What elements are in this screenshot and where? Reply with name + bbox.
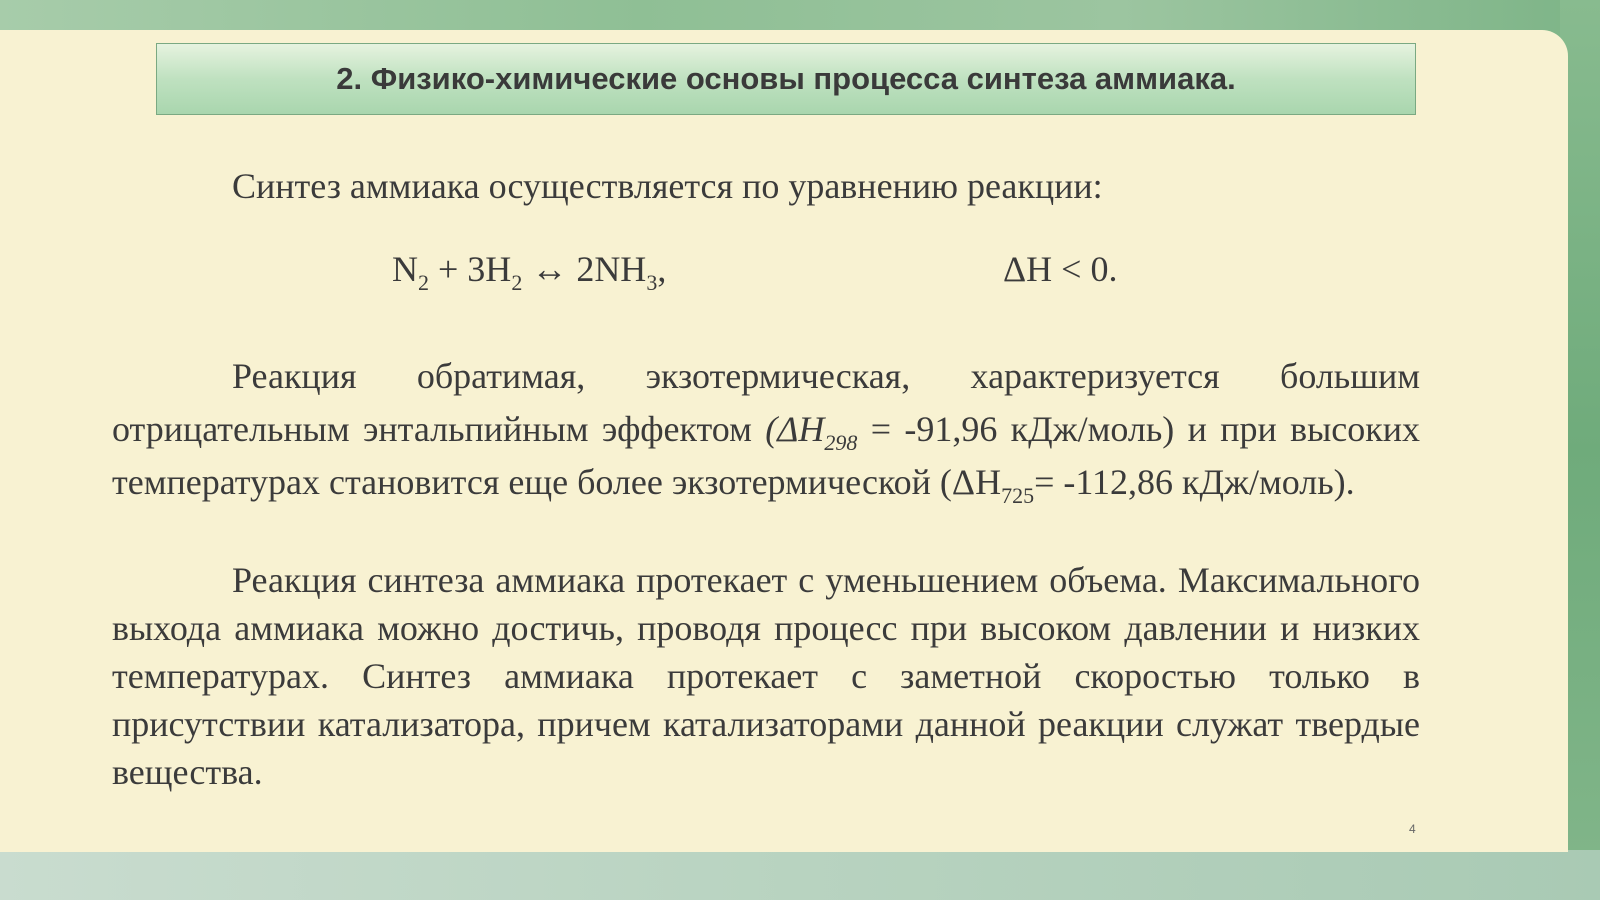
eq-n-sub: 2 [418,270,429,295]
p1-part1: Реакция обратимая, экзотермическая, характеризуется большим отрицательным энтальпийным эффектом [112,356,1420,449]
p1-dh-sub: 298 [824,430,858,455]
eq-comma: , [657,249,667,289]
eq-plus-h: + 3H [429,249,512,289]
page-number: 4 [1409,822,1416,836]
slide-title: 2. Физико-химические основы процесса синтеза аммиака. [336,61,1236,96]
paragraph-exothermic [112,350,1420,509]
eq-arrow-nh: ↔ 2NH [522,249,647,289]
lead-sentence: Синтез аммиака осуществляется по уравнению реакции: [232,166,1103,206]
background-bottom-band [0,850,1600,900]
enthalpy-condition: ΔH < 0. [1003,249,1118,289]
eq-nh-sub: 3 [646,270,658,295]
p1-part3: = -112,86 кДж/моль). [1034,462,1355,502]
p1-dh-symbol: (ΔH [765,409,825,449]
eq-n: N [392,249,418,289]
slide-title-box [156,43,1416,115]
p1-part2: = -91,96 кДж/моль) и при высоких температурах становится еще более экзотермической (ΔH [112,409,1421,502]
paragraph-volume: Реакция синтеза аммиака протекает с уменьшением объема. Максимального выхода аммиака можно достичь, проводя процесс при высоком давлении и низких температурах. Синтез аммиака протекает с заметной скоростью только в присутствии катализатора, причем катализаторами данной реакции служат твердые вещества. [112,560,1420,792]
reaction-equation [392,248,667,295]
p1-sub725: 725 [1001,483,1035,508]
eq-h-sub: 2 [511,270,523,295]
